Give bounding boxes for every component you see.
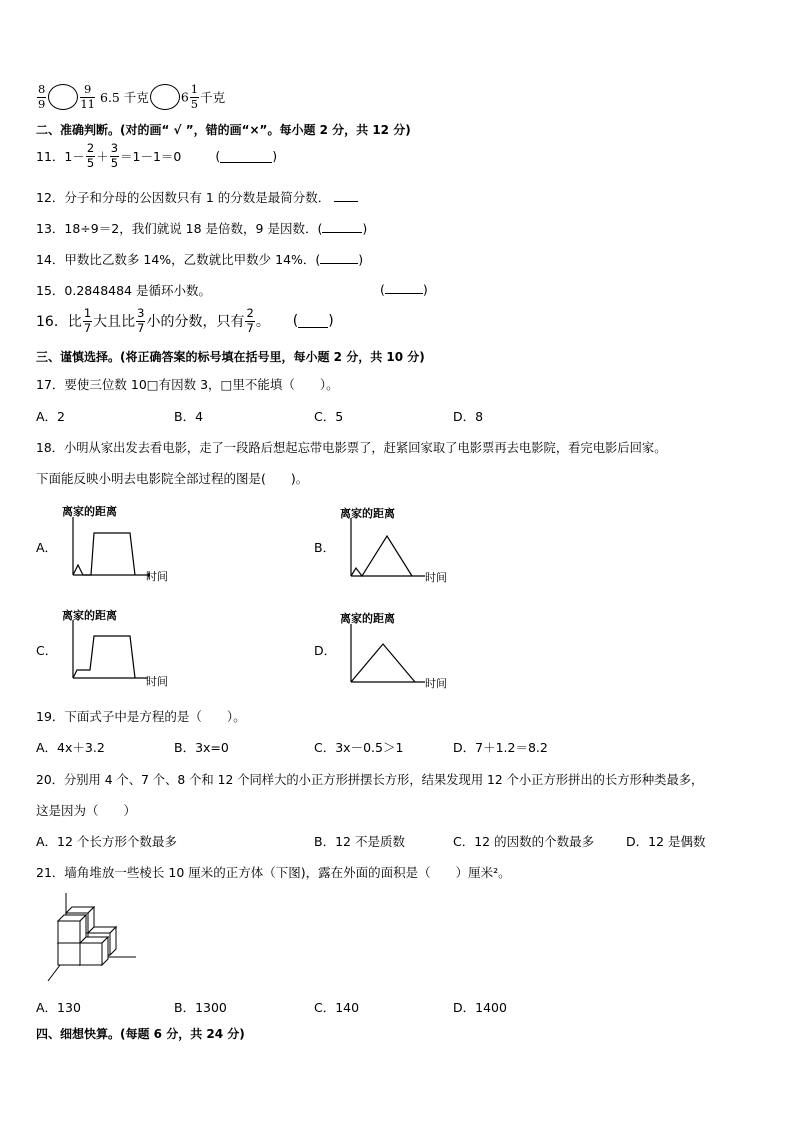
q11: 11．1－ $\frac{2}{5}$ ＋ $\frac{3}{5}$ ＝1－1＝0 ( ) — [36, 141, 278, 170]
q21-option-a[interactable]: A．130 — [36, 1000, 81, 1015]
compare-circle-1[interactable] — [48, 84, 78, 110]
q18-option-d[interactable]: D． — [314, 643, 337, 658]
q21: 21．墙角堆放一些棱长 10 厘米的正方体（下图)，露在外面的面积是（ ）厘米²。 — [36, 865, 511, 880]
q17: 17．要使三位数 10□有因数 3，□里不能填（ ）。 — [36, 377, 339, 392]
mass-value: 6.5 千克 — [99, 90, 149, 105]
q17-option-c[interactable]: C．5 — [314, 409, 344, 424]
q12: 12．分子和分母的公因数只有 1 的分数是最简分数． — [36, 188, 358, 206]
q18-line2: 下面能反映小明去电影院全部过程的图是( )。 — [36, 471, 309, 486]
graph-a — [60, 517, 150, 579]
fraction-1-5: $\frac{1}{5}$ — [190, 82, 199, 111]
graph-c-ylabel: 离家的距离 — [62, 609, 117, 622]
q20-option-c[interactable]: C．12 的因数的个数最多 — [453, 834, 595, 849]
q18-option-c[interactable]: C． — [36, 643, 58, 658]
q19: 19．下面式子中是方程的是（ ）。 — [36, 709, 246, 724]
answer-blank-14[interactable] — [320, 251, 358, 264]
answer-blank-16[interactable] — [298, 315, 328, 328]
answer-blank-13[interactable] — [322, 220, 362, 233]
graph-b-xlabel: 时间 — [425, 571, 447, 584]
q14: 14．甲数比乙数多 14%，乙数就比甲数少 14%．( ) — [36, 252, 364, 267]
answer-blank-11[interactable] — [220, 150, 272, 163]
cube-stack-figure — [44, 893, 139, 985]
graph-a-ylabel: 离家的距离 — [62, 505, 117, 518]
compare-circle-2[interactable] — [150, 84, 180, 110]
q19-option-a[interactable]: A．4x＋3.2 — [36, 740, 105, 755]
answer-blank-15[interactable] — [385, 281, 423, 294]
fraction-3-7: $\frac{3}{7}$ — [137, 306, 145, 335]
graph-d-xlabel: 时间 — [425, 677, 447, 690]
q19-option-d[interactable]: D．7＋1.2＝8.2 — [453, 740, 548, 755]
q21-option-c[interactable]: C．140 — [314, 1000, 360, 1015]
q20-option-b[interactable]: B．12 不是质数 — [314, 834, 405, 849]
graph-b-ylabel: 离家的距离 — [340, 507, 395, 520]
graph-c-xlabel: 时间 — [146, 675, 168, 688]
q17-option-d[interactable]: D．8 — [453, 409, 484, 424]
section2-title: 二、准确判断。(对的画“ √ ”，错的画“×”。每小题 2 分，共 12 分) — [36, 123, 411, 137]
q20-option-d[interactable]: D．12 是偶数 — [626, 834, 706, 849]
q16: 16．比 $\frac{1}{7}$ 大且比 $\frac{3}{7}$ 小的分数，只有 $\frac{2}{7}$ 。 ( ) — [36, 306, 334, 335]
q20-line2: 这是因为（ ） — [36, 803, 137, 818]
compare-line — [36, 84, 225, 110]
q18-option-a[interactable]: A． — [36, 540, 58, 555]
fraction-2-5: $\frac{2}{5}$ — [86, 141, 95, 170]
q19-option-c[interactable]: C．3x－0.5＞1 — [314, 740, 404, 755]
q18-option-b[interactable]: B． — [314, 540, 336, 555]
fraction-8-9: $\frac{8}{9}$ — [38, 82, 46, 111]
section4-title: 四、细想快算。(每题 6 分，共 24 分) — [36, 1027, 245, 1041]
q19-option-b[interactable]: B．3x=0 — [174, 740, 229, 755]
q21-option-d[interactable]: D．1400 — [453, 1000, 507, 1015]
q15-answer: ( ) — [380, 282, 428, 297]
graph-d-ylabel: 离家的距离 — [340, 612, 395, 625]
q18-line1: 18．小明从家出发去看电影，走了一段路后想起忘带电影票了，赶紧回家取了电影票再去电影院，看完电影后回家。 — [36, 441, 667, 455]
fraction-1-7: $\frac{1}{7}$ — [83, 306, 92, 335]
q17-option-b[interactable]: B．4 — [174, 409, 204, 424]
q20-line1: 20．分别用 4 个、7 个、8 个和 12 个同样大的小正方形拼摆长方形，结果发现用 12 个小正方形拼出的长方形种类最多， — [36, 773, 704, 787]
fraction-9-11: $\frac{9}{11}$ — [80, 82, 95, 111]
q20-option-a[interactable]: A．12 个长方形个数最多 — [36, 834, 177, 849]
q13: 13．18÷9＝2，我们就说 18 是倍数，9 是因数．( ) — [36, 221, 368, 236]
q17-option-a[interactable]: A．2 — [36, 409, 66, 424]
graph-a-xlabel: 时间 — [146, 570, 168, 583]
graph-c — [60, 620, 150, 682]
fraction-3-5: $\frac{3}{5}$ — [110, 141, 119, 170]
fraction-2-7: $\frac{2}{7}$ — [246, 306, 254, 335]
answer-blank-12[interactable] — [334, 189, 358, 202]
q21-option-b[interactable]: B．1300 — [174, 1000, 227, 1015]
mass-unit: 千克 — [200, 90, 226, 105]
q15: 15．0.2848484 是循环小数。 — [36, 283, 211, 298]
graph-d — [340, 624, 425, 686]
mixed-whole: 6 — [180, 89, 189, 105]
section3-title: 三、谨慎选择。(将正确答案的标号填在括号里，每小题 2 分，共 10 分) — [36, 350, 425, 364]
graph-b — [340, 518, 425, 580]
